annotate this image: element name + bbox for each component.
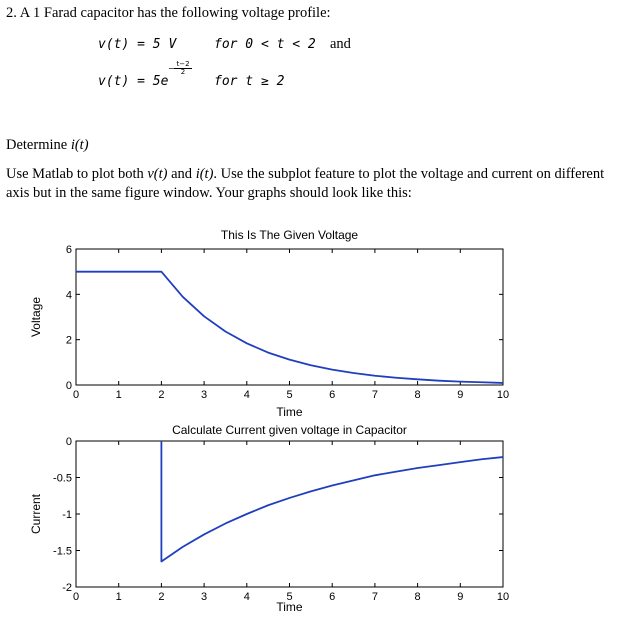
voltage-xtick-label: 9 <box>457 389 464 401</box>
current-axes-box <box>76 441 503 587</box>
equation-2-lhs <box>98 73 168 91</box>
current-ytick-label: -2 <box>62 582 72 594</box>
voltage-axes-box <box>76 249 503 385</box>
voltage-subplot <box>29 228 509 419</box>
current-chart-title: Calculate Current given voltage in Capacitor <box>172 423 407 437</box>
matlab-current-var: i(t) <box>195 166 214 182</box>
matlab-voltage-var: v(t) <box>147 166 168 182</box>
voltage-x-axis-label: Time <box>276 405 303 419</box>
current-x-axis-label: Time <box>276 600 303 614</box>
voltage-ytick-label: 0 <box>65 380 72 392</box>
voltage-xtick-label: 5 <box>286 389 293 401</box>
equation-2-exponent-minus: − <box>168 64 175 73</box>
current-xtick-label: 6 <box>329 591 336 603</box>
equation-2-base: v(t) = 5e <box>98 74 169 89</box>
voltage-ytick-label: 2 <box>65 334 72 347</box>
voltage-ytick-label: 4 <box>65 289 72 302</box>
voltage-xtick-label: 4 <box>243 389 250 401</box>
problem-intro-text: A 1 Farad capacitor has the following voltage profile: <box>19 5 331 21</box>
voltage-xtick-label: 0 <box>72 389 80 401</box>
equation-2-condition: for t ≥ 2 <box>214 74 285 89</box>
current-xtick-label: 5 <box>286 591 293 603</box>
voltage-chart-title: This Is The Given Voltage <box>220 228 359 242</box>
problem-number: 2. <box>6 5 17 21</box>
voltage-xtick-label: 10 <box>496 389 510 401</box>
matlab-part-3: . Use the subplot feature to plot the voltage and current on different axis but in the same figure window. Your graphs should look like this: <box>6 166 605 201</box>
current-xtick-label: 0 <box>72 591 80 603</box>
voltage-y-axis-label: Voltage <box>29 296 43 338</box>
equation-2-exponent <box>168 60 192 76</box>
current-y-axis-label: Current <box>29 493 43 535</box>
matlab-figure <box>0 219 624 619</box>
equation-1-condition: for 0 < t < 2 <box>214 37 316 52</box>
current-xtick-label: 2 <box>158 591 165 603</box>
current-ytick-label: 0 <box>65 436 72 448</box>
voltage-xtick-label: 3 <box>201 389 208 401</box>
current-xtick-label: 4 <box>243 591 250 603</box>
problem-intro <box>6 4 331 22</box>
equation-2-exponent-denominator: 2 <box>180 68 186 76</box>
equation-2-exponent-numerator: t−2 <box>174 61 192 69</box>
current-xtick-label: 8 <box>414 591 421 603</box>
voltage-xtick-label: 2 <box>158 389 165 401</box>
voltage-xtick-label: 8 <box>414 389 421 401</box>
current-ytick-label: -0.5 <box>53 472 72 485</box>
determine-prefix: Determine <box>6 137 71 153</box>
current-subplot <box>29 423 509 614</box>
current-xtick-label: 9 <box>457 591 464 603</box>
current-xtick-label: 1 <box>115 591 122 603</box>
current-xtick-label: 10 <box>496 591 510 603</box>
matlab-part-1: Use Matlab to plot both <box>6 166 148 182</box>
current-xtick-label: 7 <box>371 591 378 603</box>
matlab-part-2: and <box>167 166 196 182</box>
current-ytick-label: -1 <box>62 509 72 521</box>
current-ytick-label: -1.5 <box>53 545 72 558</box>
voltage-xtick-label: 6 <box>329 389 336 401</box>
matlab-instructions <box>6 165 618 203</box>
voltage-ytick-label: 6 <box>65 244 72 256</box>
current-xtick-label: 3 <box>201 591 208 603</box>
equation-1-lhs: v(t) = 5 V <box>98 37 177 52</box>
determine-line <box>6 136 89 154</box>
equation-1-and: and <box>330 36 351 52</box>
determine-variable: i(t) <box>70 137 89 153</box>
voltage-xtick-label: 7 <box>371 389 378 401</box>
voltage-xtick-label: 1 <box>115 389 122 401</box>
